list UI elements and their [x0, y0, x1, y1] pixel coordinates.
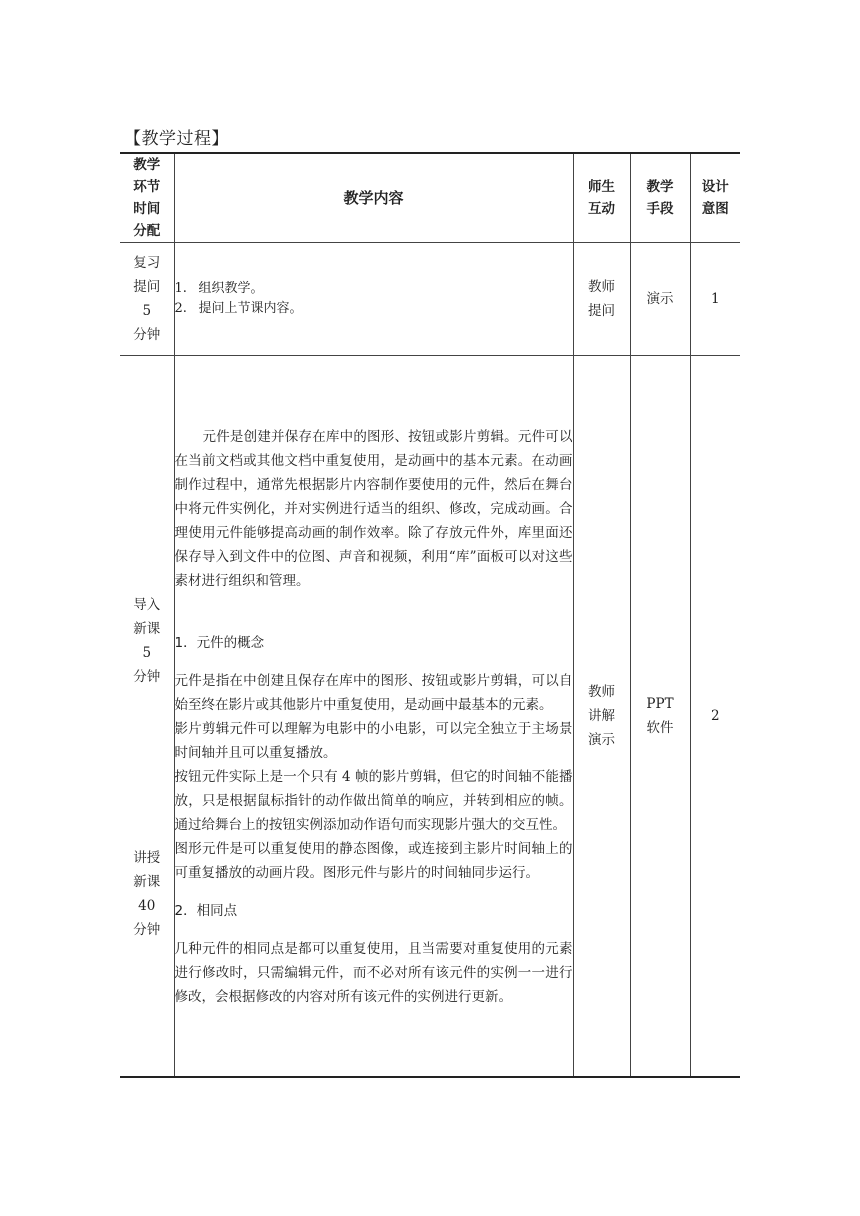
row1-content: [174, 243, 573, 356]
header-means-line: 手段: [646, 201, 674, 217]
list-item-text: 提问上节课内容。: [198, 301, 303, 316]
stage-intro-line: 5: [142, 645, 152, 661]
header-intent: [690, 153, 740, 243]
row1-intent: 1: [690, 243, 740, 356]
header-means-line: 教学: [646, 179, 674, 195]
paragraph: 图形元件是可以重复使用的静态图像，或连接到主影片时间轴上的可重复播放的动画片段。图形元件与影片的时间轴同步运行。: [174, 840, 573, 881]
header-interaction-line: 师生: [588, 179, 615, 195]
paragraph: 按钮元件实际上是一个只有 4 帧的影片剪辑，但它的时间轴不能播放，只是根据鼠标指针的动作做出简单的响应，并转到相应的帧。通过给舞台上的按钮实例添加动作语句而实现影片强大的交互性。: [174, 768, 573, 833]
stage-intro-line: 导入: [133, 597, 161, 613]
row2-means: [630, 356, 690, 1078]
table-row: [120, 356, 740, 1078]
stage-intro-line: 新课: [133, 621, 161, 637]
section-heading-similarities: 2．相同点: [174, 902, 238, 919]
stage-intro: [120, 490, 174, 689]
header-means: [630, 153, 690, 243]
header-stage-line: 分配: [133, 223, 161, 239]
row1-interaction-line: 提问: [588, 303, 615, 319]
row2-interaction: [573, 356, 630, 1078]
stage-lecture-line: 讲授: [133, 850, 161, 866]
header-stage: [120, 153, 174, 243]
header-intent-line: 意图: [701, 201, 729, 217]
intro-paragraph: 元件是创建并保存在库中的图形、按钮或影片剪辑。元件可以在当前文档或其他文档中重复使用，是动画中的基本元素。在动画制作过程中，通常先根据影片内容制作要使用的元件，然后在舞台中将元件实例化，并对实例进行适当的组织、修改，完成动画。合理使用元件能够提高动画的制作效率。除了存放元件外，库里面还保存导入到文件中的位图、声音和视频，利用“库”面板可以对这些素材进行组织和管理。: [174, 428, 573, 589]
list-item-text: 组织教学。: [198, 281, 264, 296]
row1-stage: [120, 243, 174, 356]
row2-stage: [120, 356, 174, 1078]
stage-lecture-line: 新课: [133, 874, 161, 890]
header-intent-line: 设计: [701, 179, 729, 195]
header-stage-line: 教学: [133, 157, 161, 173]
row1-stage-line: 5: [142, 303, 152, 319]
paragraph: 影片剪辑元件可以理解为电影中的小电影，可以完全独立于主场景时间轴并且可以重复播放。: [174, 720, 573, 761]
header-stage-line: 环节: [133, 179, 161, 195]
row1-interaction-line: 教师: [588, 279, 615, 295]
row1-means: 演示: [630, 243, 690, 356]
lesson-process-table: [120, 152, 740, 1078]
row2-intent: 2: [690, 356, 740, 1078]
row2-means-line: 软件: [646, 720, 674, 736]
stage-intro-line: 分钟: [133, 669, 161, 685]
header-content: 教学内容: [174, 153, 573, 243]
row1-interaction: [573, 243, 630, 356]
row2-interaction-line: 讲解: [588, 708, 615, 724]
section-heading-concept: 1．元件的概念: [174, 634, 265, 651]
paragraph: 几种元件的相同点是都可以重复使用，且当需要对重复使用的元素进行修改时，只需编辑元件，而不必对所有该元件的实例一一进行修改，会根据修改的内容对所有该元件的实例进行更新。: [174, 940, 573, 1005]
header-interaction: [573, 153, 630, 243]
row2-content: [174, 356, 573, 1078]
header-interaction-line: 互动: [588, 201, 615, 217]
list-item-number: 2.: [174, 301, 187, 316]
header-stage-line: 时间: [133, 201, 161, 217]
stage-lecture-line: 分钟: [133, 922, 161, 938]
row1-stage-line: 复习: [133, 255, 161, 271]
row1-stage-line: 分钟: [133, 327, 161, 343]
list-item-number: 1.: [174, 281, 187, 296]
row2-interaction-line: 教师: [588, 684, 615, 700]
list-item: [175, 279, 573, 299]
row2-means-line: PPT: [646, 696, 674, 712]
row1-stage-line: 提问: [133, 279, 161, 295]
table-header-row: [120, 153, 740, 243]
paragraph: 元件是指在中创建且保存在库中的图形、按钮或影片剪辑，可以自始至终在影片或其他影片中重复使用，是动画中最基本的元素。: [174, 672, 573, 713]
list-item: [175, 299, 573, 319]
section-title: 【教学过程】: [124, 129, 229, 149]
table-row: [120, 243, 740, 356]
row2-interaction-line: 演示: [588, 732, 615, 748]
stage-lecture-line: 40: [138, 898, 156, 914]
stage-lecture: [120, 689, 174, 942]
